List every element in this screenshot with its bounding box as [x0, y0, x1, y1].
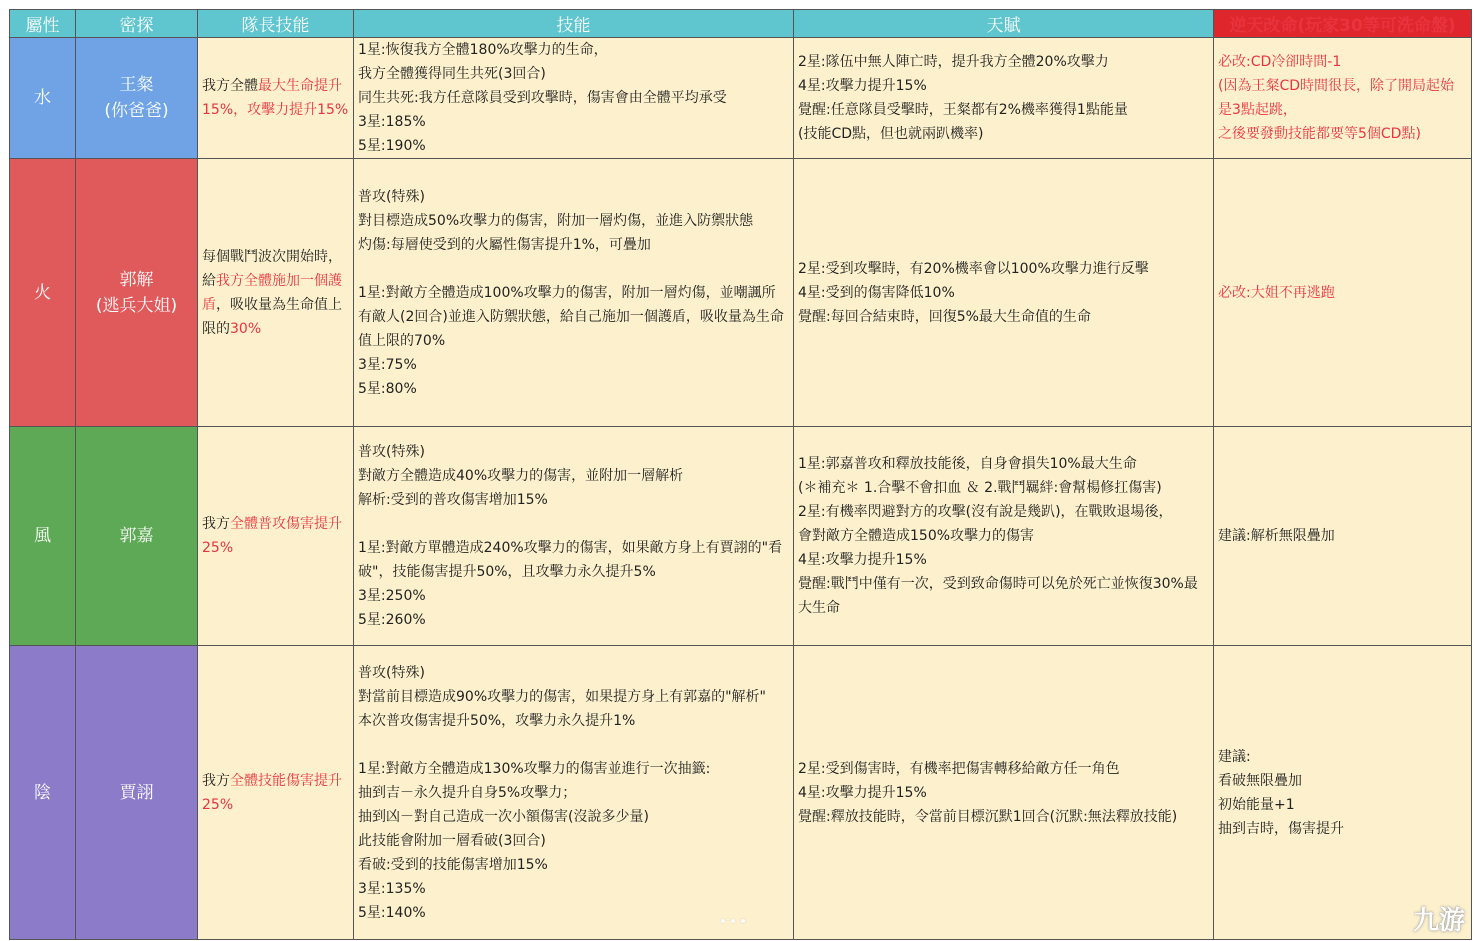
reform-line: 建議:: [1218, 748, 1251, 765]
detective-cell: [76, 159, 198, 427]
reform-cell: [1214, 427, 1472, 646]
skill-line: 1星:對敵方全體造成130%攻擊力的傷害並進行一次抽籤:: [358, 760, 711, 777]
leader-skill-segment: ，吸收量為生命值上限的: [202, 296, 342, 337]
skill-line: 我方全體獲得同生共死(3回合): [358, 66, 546, 82]
skill-text: [354, 38, 793, 158]
skill-line: 灼傷:每層使受到的火屬性傷害提升1%，可疊加: [358, 236, 651, 253]
talent-line: 覺醒:戰鬥中僅有一次，受到致命傷時可以免於死亡並恢復30%最大生命: [798, 576, 1198, 616]
header-attribute: 屬性: [10, 10, 76, 38]
skill-text: [354, 440, 793, 632]
talent-text: [794, 452, 1213, 620]
leader-skill-text: [198, 512, 353, 560]
skill-line: 5星:260%: [358, 612, 426, 628]
attribute-cell: 水: [10, 38, 76, 159]
reform-cell: [1214, 159, 1472, 427]
leader-skill-segment: 全體技能傷害提升25%: [202, 772, 342, 813]
skill-line: 對敵方全體造成40%攻擊力的傷害，並附加一層解析: [358, 468, 684, 484]
talent-line: 4星:攻擊力提升15%: [798, 552, 927, 568]
talent-cell: [794, 159, 1214, 427]
detective-cell: [76, 646, 198, 940]
skill-text: [354, 185, 793, 401]
skill-line: [358, 257, 789, 281]
talent-line: 覺醒:每回合結束時，回復5%最大生命值的生命: [798, 308, 1091, 325]
skill-line: 同生共死:我方任意隊員受到攻擊時，傷害會由全體平均承受: [358, 90, 727, 106]
talent-line: 4星:受到的傷害降低10%: [798, 284, 955, 301]
leader-skill-segment: 全體普攻傷害提升25%: [202, 516, 342, 556]
skill-line: 5星:190%: [358, 138, 426, 154]
skill-cell: [354, 646, 794, 940]
skill-line: 本次普攻傷害提升50%，攻擊力永久提升1%: [358, 712, 636, 729]
skill-cell: [354, 427, 794, 646]
talent-line: 會對敵方全體造成150%攻擊力的傷害: [798, 528, 1035, 544]
skill-line: 5星:140%: [358, 904, 426, 921]
talent-text: [794, 50, 1213, 146]
skill-line: 1星:恢復我方全體180%攻擊力的生命，: [358, 42, 608, 58]
skill-line: 此技能會附加一層看破(3回合): [358, 832, 546, 849]
talent-line: 1星:郭嘉普攻和釋放技能後，自身會損失10%最大生命: [798, 456, 1137, 472]
talent-line: (技能CD點，但也就兩趴機率): [798, 126, 984, 142]
header-detective: 密探: [76, 10, 198, 38]
skill-line: 對當前目標造成90%攻擊力的傷害，如果提方身上有郭嘉的"解析": [358, 688, 766, 705]
detective-name: 賈詡: [119, 782, 154, 803]
talent-line: 4星:攻擊力提升15%: [798, 784, 927, 801]
talent-line: 2星:受到攻擊時，有20%機率會以100%攻擊力進行反擊: [798, 260, 1149, 277]
reform-text: [1214, 50, 1471, 146]
talent-line: 2星:受到傷害時，有機率把傷害轉移給敵方任一角色: [798, 760, 1120, 777]
talent-line: (＊補充＊ 1.合擊不會扣血 ＆ 2.戰鬥羈絆:會幫楊修扛傷害): [798, 480, 1162, 496]
skill-line: 對目標造成50%攻擊力的傷害，附加一層灼傷，並進入防禦狀態: [358, 212, 754, 229]
table-row: [10, 38, 1472, 159]
leader-skill-text: [198, 769, 353, 817]
leader-skill-segment: 我方: [202, 772, 230, 789]
attribute-cell: 火: [10, 159, 76, 427]
skill-text: [354, 661, 793, 925]
reform-line: 看破無限疊加: [1218, 772, 1302, 789]
table-row: [10, 646, 1472, 940]
reform-text: [1214, 745, 1471, 841]
talent-text: [794, 757, 1213, 829]
skill-line: 1星:對敵方全體造成100%攻擊力的傷害，附加一層灼傷，並嘲諷所有敵人(2回合)並進入防禦狀態，給自己施加一個護盾，吸收量為生命值上限的70%: [358, 284, 784, 349]
attribute-cell: 陰: [10, 646, 76, 940]
header-skill: 技能: [354, 10, 794, 38]
reform-line: 抽到吉時，傷害提升: [1218, 820, 1344, 837]
reform-cell: [1214, 646, 1472, 940]
skill-line: 3星:135%: [358, 880, 426, 897]
skill-line: 3星:250%: [358, 588, 426, 604]
skill-line: 1星:對敵方單體造成240%攻擊力的傷害，如果敵方身上有賈詡的"看破"，技能傷害提升50%，且攻擊力永久提升5%: [358, 540, 783, 580]
skill-line: [358, 733, 789, 757]
talent-line: 覺醒:釋放技能時，令當前目標沉默1回合(沉默:無法釋放技能): [798, 808, 1178, 825]
talent-text: [794, 257, 1213, 329]
leader-skill-cell: [198, 427, 354, 646]
skill-line: 3星:185%: [358, 114, 426, 130]
leader-skill-cell: [198, 646, 354, 940]
talent-line: 2星:隊伍中無人陣亡時，提升我方全體20%攻擊力: [798, 54, 1109, 70]
leader-skill-segment: 30%: [230, 320, 262, 337]
reform-cell: [1214, 38, 1472, 159]
reform-line: 建議:解析無限疊加: [1218, 528, 1335, 544]
reform-line: 必改:大姐不再逃跑: [1218, 284, 1335, 301]
reform-line: 必改:CD冷卻時間-1: [1218, 54, 1342, 70]
header-talent: 天賦: [794, 10, 1214, 38]
detective-cell: [76, 38, 198, 159]
skill-line: 看破:受到的技能傷害增加15%: [358, 856, 548, 873]
skill-cell: [354, 159, 794, 427]
leader-skill-text: [198, 245, 353, 341]
reform-text: [1214, 524, 1471, 548]
header-reform: 逆天改命(玩家30等可洗命盤): [1214, 10, 1472, 38]
skill-line: 普攻(特殊): [358, 444, 425, 460]
reform-line: 之後要發動技能都要等5個CD點): [1218, 126, 1421, 142]
skill-line: 解析:受到的普攻傷害增加15%: [358, 492, 548, 508]
attribute-cell: 風: [10, 427, 76, 646]
skill-line: 抽到凶－對自己造成一次小額傷害(沒說多少量): [358, 808, 649, 825]
skill-cell: [354, 38, 794, 159]
skill-line: 抽到吉－永久提升自身5%攻擊力；: [358, 784, 577, 801]
leader-skill-segment: 我方全體: [202, 78, 258, 94]
talent-line: 覺醒:任意隊員受擊時，王粲都有2%機率獲得1點能量: [798, 102, 1128, 118]
detective-name: 郭嘉: [119, 526, 154, 546]
table-row: [10, 427, 1472, 646]
leader-skill-segment: 每個戰鬥波次開始時，給: [202, 248, 342, 289]
detective-table: [9, 9, 1472, 940]
talent-cell: [794, 38, 1214, 159]
leader-skill-segment: 我方全體施加一個護盾: [202, 272, 342, 313]
talent-cell: [794, 646, 1214, 940]
detective-name: 郭解: [119, 269, 154, 290]
reform-line: (因為王粲CD時間很長，除了開局起始是3點起跳，: [1218, 78, 1455, 118]
talent-cell: [794, 427, 1214, 646]
leader-skill-segment: 我方: [202, 516, 230, 532]
skill-line: 5星:80%: [358, 380, 417, 397]
talent-line: 2星:有機率閃避對方的攻擊(沒有說是幾趴)，在戰敗退場後，: [798, 504, 1173, 520]
leader-skill-segment: 最大生命提升15%，攻擊力提升15%: [202, 78, 349, 118]
header-leader-skill: 隊長技能: [198, 10, 354, 38]
header-row: [10, 10, 1472, 38]
skill-line: 3星:75%: [358, 356, 417, 373]
watermark-logo: 九游: [1412, 906, 1465, 936]
detective-name: 王粲: [119, 75, 154, 95]
skill-line: 普攻(特殊): [358, 664, 425, 681]
page-indicator: [718, 908, 748, 927]
reform-line: 初始能量+1: [1218, 796, 1295, 813]
detective-cell: [76, 427, 198, 646]
detective-name: (逃兵大姐): [95, 295, 178, 316]
talent-line: 4星:攻擊力提升15%: [798, 78, 927, 94]
leader-skill-cell: [198, 38, 354, 159]
detective-name: (你爸爸): [104, 101, 169, 121]
leader-skill-cell: [198, 159, 354, 427]
leader-skill-text: [198, 74, 353, 122]
table-row: [10, 159, 1472, 427]
reform-text: [1214, 281, 1471, 305]
skill-line: 普攻(特殊): [358, 188, 425, 205]
skill-line: [358, 512, 789, 536]
